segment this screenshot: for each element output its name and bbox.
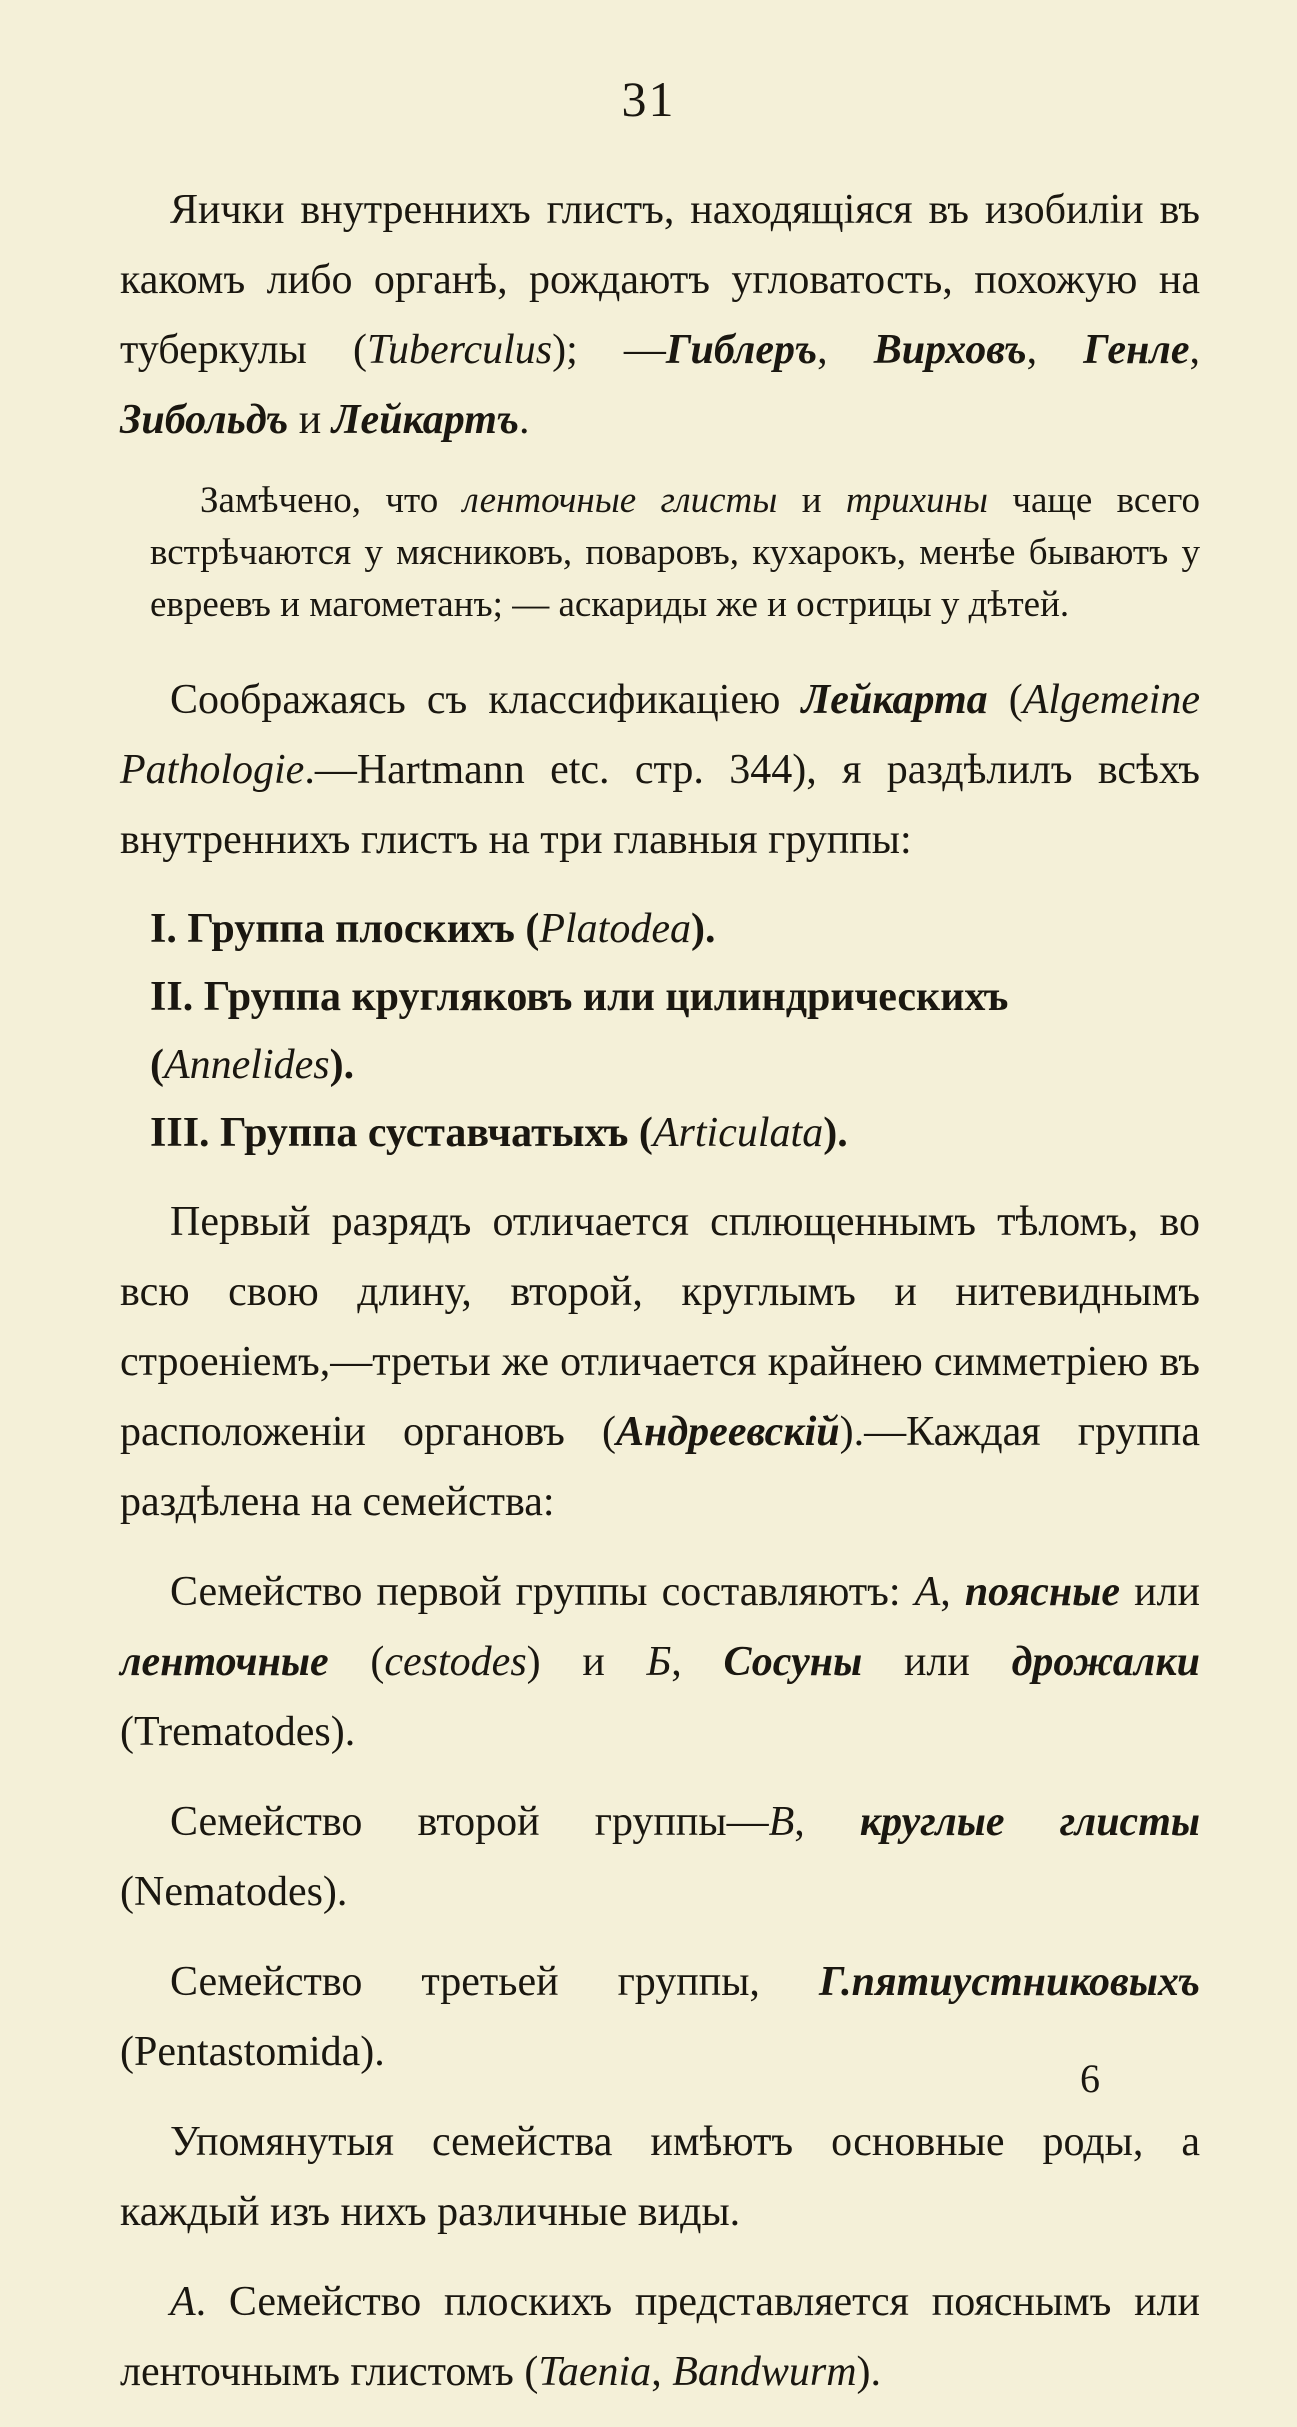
paragraph-family-2 xyxy=(120,1787,1200,1927)
author-name: Генле xyxy=(1083,327,1190,373)
author-name: Зибольдъ xyxy=(120,397,289,443)
letter-label: В xyxy=(768,1799,795,1845)
signature-mark: 6 xyxy=(1080,2056,1100,2101)
text-span: Семейство первой группы составляютъ: xyxy=(170,1569,915,1615)
author-name: Лейкартъ xyxy=(331,397,520,443)
page-body xyxy=(120,175,1200,2427)
italic-term: поясные xyxy=(964,1569,1121,1615)
paragraph-genera xyxy=(120,2107,1200,2247)
text-span: Замѣчено, что xyxy=(200,480,463,521)
text-span: , xyxy=(817,327,874,373)
latin-term: cestodes xyxy=(384,1639,527,1685)
group-line-3: III. Группа суставчатыхъ (Articulata). xyxy=(150,1110,848,1156)
book-title: Algemeine Pathologie xyxy=(120,677,1200,793)
text-span: Яички внутреннихъ глистъ, находящіяся въ изобиліи въ какомъ либо органѣ, рождаютъ угловатость, похожую на туберкулы ( xyxy=(120,187,1200,373)
text-span: . Семейство плоскихъ представляется пояснымъ или ленточнымъ глистомъ ( xyxy=(120,2279,1200,2395)
italic-term: ленточные xyxy=(120,1639,329,1685)
text-span: и xyxy=(777,480,846,521)
group-line-2: II. Группа кругляковъ или цилиндрическихъ (Annelides). xyxy=(150,974,1009,1088)
text-span: Упомянутыя семейства имѣютъ основные роды, а каждый изъ нихъ различные виды. xyxy=(120,2119,1200,2235)
text-span: ( xyxy=(328,1639,385,1685)
italic-term: круглые глисты xyxy=(859,1799,1201,1845)
text-span: .—Hartmann etc. стр. 344), я раздѣлилъ всѣхъ внутреннихъ глистъ на три главныя группы: xyxy=(120,747,1200,863)
text-span: ). xyxy=(856,2349,882,2395)
paragraph-family-1 xyxy=(120,1557,1200,1767)
text-span: или xyxy=(1120,1569,1200,1615)
latin-term: Bandwurm xyxy=(672,2349,857,2395)
text-span: (Trematodes). xyxy=(120,1709,356,1755)
page-number: 31 xyxy=(621,71,676,127)
text-span: ). xyxy=(690,906,716,952)
latin-term: Tuberculus xyxy=(366,327,553,373)
text-span: Соображаясь съ классификаціею xyxy=(170,677,802,723)
group-latin: Annelides xyxy=(164,1042,330,1088)
text-span: ). xyxy=(329,1042,355,1088)
text-span: чаще всего встрѣчаются у мясниковъ, поваровъ, кухарокъ, менѣе бываютъ у евреевъ и магометанъ; — аскариды же и острицы у дѣтей. xyxy=(150,480,1200,625)
text-span: ). xyxy=(823,1110,848,1156)
italic-term: Г.пятиустниковыхъ xyxy=(818,1959,1200,2005)
text-span: Первый разрядъ отличается сплющеннымъ тѣломъ, во всю свою длину, второй, круглымъ и нитевиднымъ строеніемъ,—третьи же отличается крайнею симметріею въ расположеніи органовъ ( xyxy=(120,1199,1200,1455)
author-name: Лейкарта xyxy=(801,677,988,723)
text-span: (Nematodes). xyxy=(120,1869,348,1915)
text-span: ( xyxy=(987,677,1023,723)
text-span: , xyxy=(794,1799,860,1845)
text-span: , xyxy=(651,2349,673,2395)
text-span: Семейство третьей группы, xyxy=(170,1959,819,2005)
text-span: или xyxy=(862,1639,1012,1685)
italic-term: дрожалки xyxy=(1011,1639,1200,1685)
group-label: I. Группа плоскихъ xyxy=(150,906,515,952)
author-name: Гиблеръ xyxy=(665,327,818,373)
text-span: , xyxy=(1189,327,1201,373)
text-span: , xyxy=(1026,327,1084,373)
paragraph-note xyxy=(120,475,1200,631)
group-line-1: I. Группа плоскихъ (Platodea). xyxy=(150,906,716,952)
paragraph-family-3 xyxy=(120,1947,1200,2087)
letter-label: Б xyxy=(646,1639,672,1685)
paragraph-family-a xyxy=(120,2267,1200,2407)
group-latin: Platodea xyxy=(539,906,691,952)
text-span: , xyxy=(940,1569,965,1615)
italic-term: Сосуны xyxy=(723,1639,863,1685)
letter-label: А xyxy=(914,1569,941,1615)
author-name: Вирховъ xyxy=(873,327,1027,373)
group-label: III. Группа суставчатыхъ xyxy=(150,1110,629,1156)
text-span: ) и xyxy=(526,1639,647,1685)
paragraph-first-category xyxy=(120,1187,1200,1537)
italic-term: ленточные глисты xyxy=(462,480,778,521)
text-span: . xyxy=(519,397,530,443)
author-name: Андреевскій xyxy=(616,1409,840,1455)
latin-term: Taenia xyxy=(538,2349,652,2395)
text-span: (Pentastomida). xyxy=(120,2029,385,2075)
paragraph-classification xyxy=(120,665,1200,875)
text-span: , xyxy=(671,1639,724,1685)
group-label: II. Группа кругляковъ или цилиндрическихъ xyxy=(150,974,1009,1020)
text-span: ).—Каждая группа раздѣлена на семейства: xyxy=(120,1409,1201,1525)
italic-term: трихины xyxy=(845,480,988,521)
group-latin: Articulata xyxy=(652,1110,824,1156)
letter-label: А xyxy=(170,2279,196,2325)
text-span: и xyxy=(288,397,332,443)
paragraph-eggs xyxy=(120,175,1200,455)
text-span: Семейство второй группы— xyxy=(170,1799,769,1845)
text-span: ); — xyxy=(552,327,666,373)
